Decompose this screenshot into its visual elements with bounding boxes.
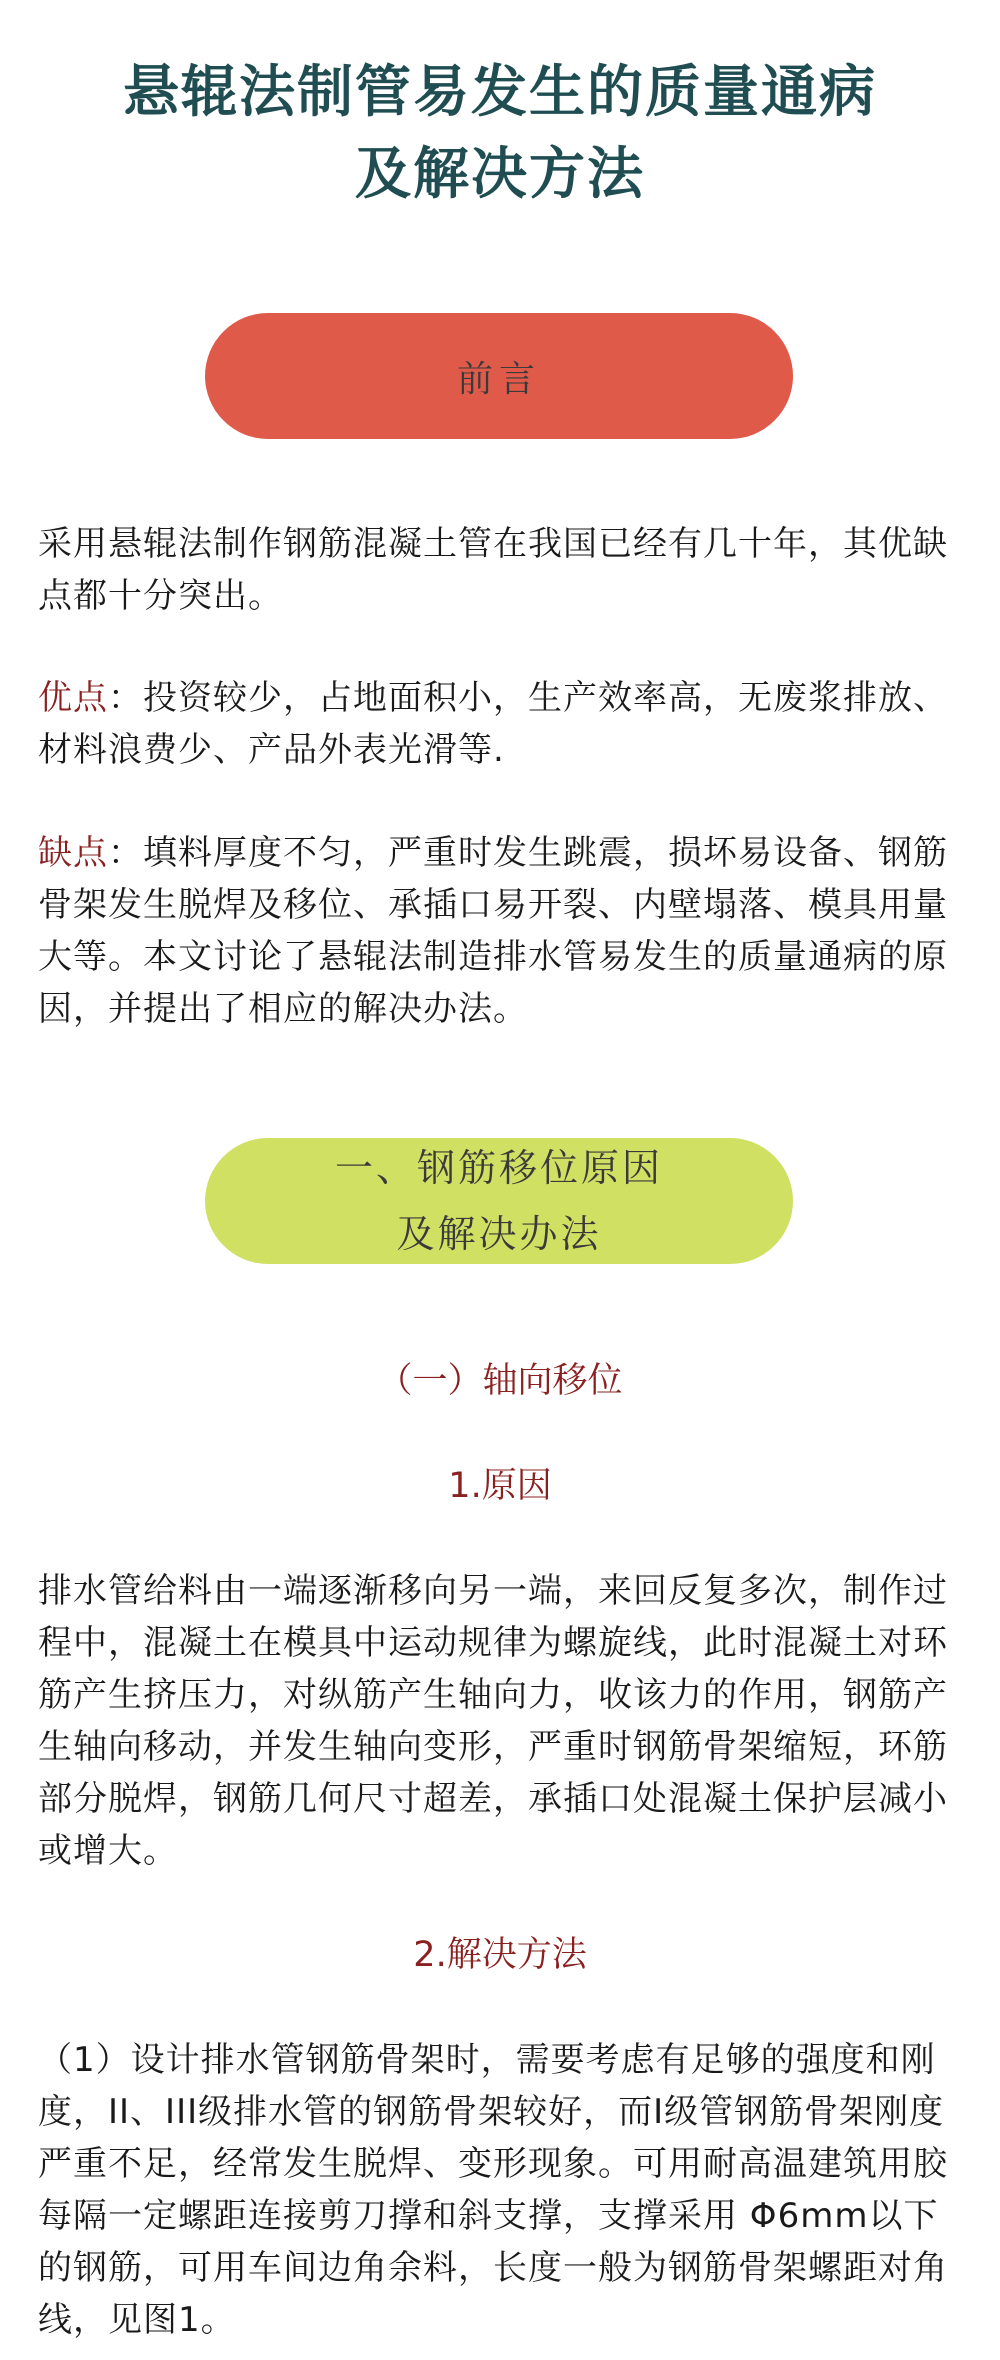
section-1-banner — [205, 1138, 793, 1264]
intro-paragraph: 采用悬辊法制作钢筋混凝土管在我国已经有几十年，其优缺点都十分突出。 — [38, 524, 948, 616]
solution-paragraph: （1）设计排水管钢筋骨架时，需要考虑有足够的强度和刚度，II、III级排水管的钢筋骨架较好，而I级管钢筋骨架刚度严重不足，经常发生脱焊、变形现象。可用耐高温建筑用胶每隔一定螺距连接剪刀撑和斜支撑，支撑采用 Φ6mm以下的钢筋，可用车间边角余料，长度一般为钢筋骨架螺距对角线，见图1。 — [38, 2040, 948, 2340]
disadvantages-paragraph — [38, 827, 968, 1035]
disadvantages-text: ：填料厚度不匀，严重时发生跳震，损坏易设备、钢筋骨架发生脱焊及移位、承插口易开裂、内壁塌落、模具用量大等。本文讨论了悬辊法制造排水管易发生的质量通病的原因，并提出了相应的解决办法。 — [38, 833, 948, 1029]
section-1-line-2: 及解决办法 — [396, 1212, 602, 1256]
cause-paragraph: 排水管给料由一端逐渐移向另一端，来回反复多次，制作过程中，混凝土在模具中运动规律为螺旋线，此时混凝土对环筋产生挤压力，对纵筋产生轴向力，收该力的作用，钢筋产生轴向移动，并发生轴向变形，严重时钢筋骨架缩短，环筋部分脱焊，钢筋几何尺寸超差，承插口处混凝土保护层减小或增大。 — [38, 1571, 948, 1871]
subsection-1-heading: （一）轴向移位 — [377, 1361, 623, 1401]
preface-label: 前言 — [456, 358, 541, 400]
disadvantages-label: 缺点 — [38, 833, 108, 873]
preface-banner — [205, 313, 793, 439]
advantages-paragraph — [38, 672, 968, 776]
advantages-label: 优点 — [38, 678, 108, 718]
article-title — [0, 52, 1000, 216]
solution-heading: 2.解决方法 — [413, 1935, 587, 1975]
cause-heading: 1.原因 — [448, 1466, 552, 1506]
title-line-1: 悬辊法制管易发生的质量通病 — [123, 60, 877, 125]
title-line-2: 及解决方法 — [355, 142, 645, 207]
section-1-line-1: 一、钢筋移位原因 — [334, 1146, 663, 1190]
advantages-text: ：投资较少，占地面积小，生产效率高，无废浆排放、材料浪费少、产品外表光滑等. — [38, 678, 948, 770]
